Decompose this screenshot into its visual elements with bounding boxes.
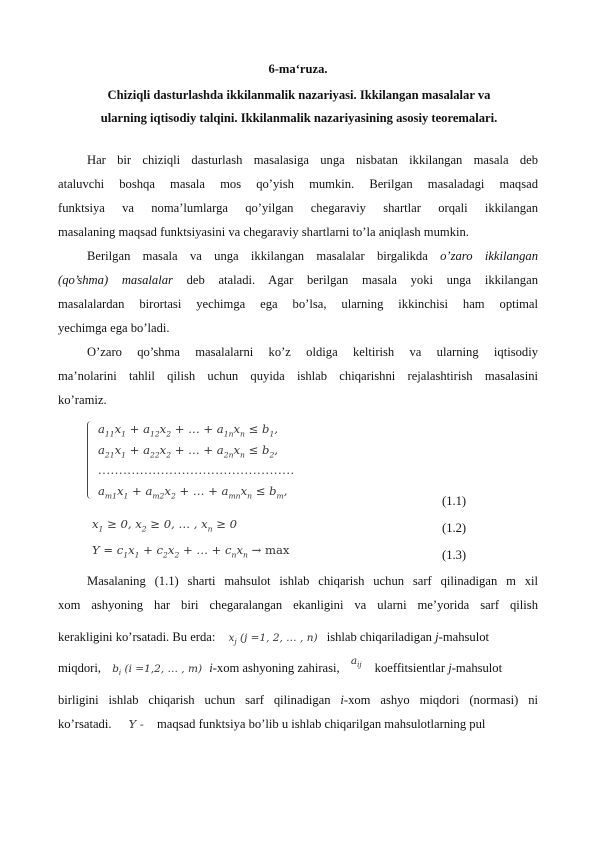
equation-number-1-3: (1.3)	[442, 548, 467, 562]
para4-line6: ko’rsatadi. Y - maqsad funktsiya bo’lib u ishlab chiqarilgan mahsulotlarning pul	[58, 717, 486, 731]
para2-line4: yechimga ega bo’ladi.	[58, 321, 170, 335]
para3-line1: O’zaro qo’shma masalalarni ko’z oldiga keltirish va ularning iqtisodiy	[87, 345, 538, 359]
para1-line1: Har bir chiziqli dasturlash masalasiga unga nisbatan ikkilangan masala deb	[87, 153, 538, 167]
a-ij-symbol: aij	[350, 655, 362, 670]
constraint-row-m: $a_{m1}x_1 + a_{m2}x_2$ + … + $a_{mn}x_n \le b_m$,	[98, 484, 288, 501]
para2-line1: Berilgan masala va unga ikkilangan masalalar birgalikda o’zaro ikkilangan	[87, 249, 538, 263]
para3-line3: ko’ramiz.	[58, 393, 107, 407]
nonnegativity-constraint: $x_1 \ge 0$, $x_2 \ge 0$, … , $x_n \ge 0$	[92, 517, 238, 534]
y-symbol: Y -	[128, 717, 144, 731]
equation-number-1-2: (1.2)	[442, 521, 467, 535]
lecture-number: 6-ma‘ruza.	[268, 62, 328, 76]
objective-function: $Y = c_1x_1 + c_2x_2$ + … + $c_nx_n \to \max$	[92, 543, 290, 560]
title-line-1: Chiziqli dasturlashda ikkilanmalik nazariyasi. Ikkilangan masalalar va	[107, 88, 491, 102]
constraint-row-2: $a_{21}x_1 + a_{22}x_2$ + … + $a_{2n}x_n \le b_2$,	[98, 443, 278, 460]
para4-line5: birligini ishlab chiqarish uchun sarf qilinadigan i-xom ashyo miqdori (normasi) ni	[58, 693, 538, 707]
para4-line2: xom ashyoning har biri chegaralangan ekanligini va ularni me’yorida sarf qilish	[58, 598, 538, 612]
constraint-row-1: $a_{11}x_1 + a_{12}x_2$ + … + $a_{1n}x_n \le b_1$,	[98, 422, 278, 439]
para2-line3: masalalardan birortasi yechimga ega bo’lsa, ularning ikkinchisi ham optimal	[58, 297, 538, 311]
para1-line2: ataluvchi boshqa masala mos qo’yish mumkin. Berilgan masaladagi maqsad	[58, 177, 538, 191]
para3-line2: ma’nolarini tahlil qilish uchun quyida ishlab chiqarishni rejalashtirish masalasini	[58, 369, 538, 383]
equation-number-1-1: (1.1)	[442, 494, 467, 508]
system-brace	[87, 421, 94, 499]
title-line-2: ularning iqtisodiy talqini. Ikkilanmalik nazariyasining asosiy teoremalari.	[100, 111, 498, 125]
constraint-dots-row: ...............................................	[98, 463, 295, 477]
para4-line1: Masalaning (1.1) sharti mahsulot ishlab chiqarish uchun sarf qilinadigan m xil	[87, 574, 538, 588]
para2-line2: (qo’shma) masalalar deb ataladi. Agar berilgan masala yoki unga ikkilangan	[58, 273, 538, 287]
x-j-definition: $x_j$ (j =1, 2, … , n)	[228, 632, 318, 647]
para1-line3: funktsiya va noma’lumlarga qo’yilgan chegaraviy shartlar orqali ikkilangan	[58, 201, 538, 215]
para4-line3: kerakligini ko’rsatadi. Bu erda: $x_j$ (j =1, 2, … , n) ishlab chiqariladigan j-mahsulot	[58, 630, 489, 647]
b-i-definition: $b_i$ (i =1,2, … , m)	[112, 663, 203, 678]
para1-line4: masalaning maqsad funktsiyasini va chegaraviy shartlarni to’la aniqlash mumkin.	[58, 225, 469, 239]
para4-line4: miqdori, $b_i$ (i =1,2, … , m) i-xom ashyoning zahirasi, $^{a_{ij}}$ koeffitsientlar j-mahsulot	[58, 655, 503, 678]
lecture-title	[64, 84, 534, 130]
